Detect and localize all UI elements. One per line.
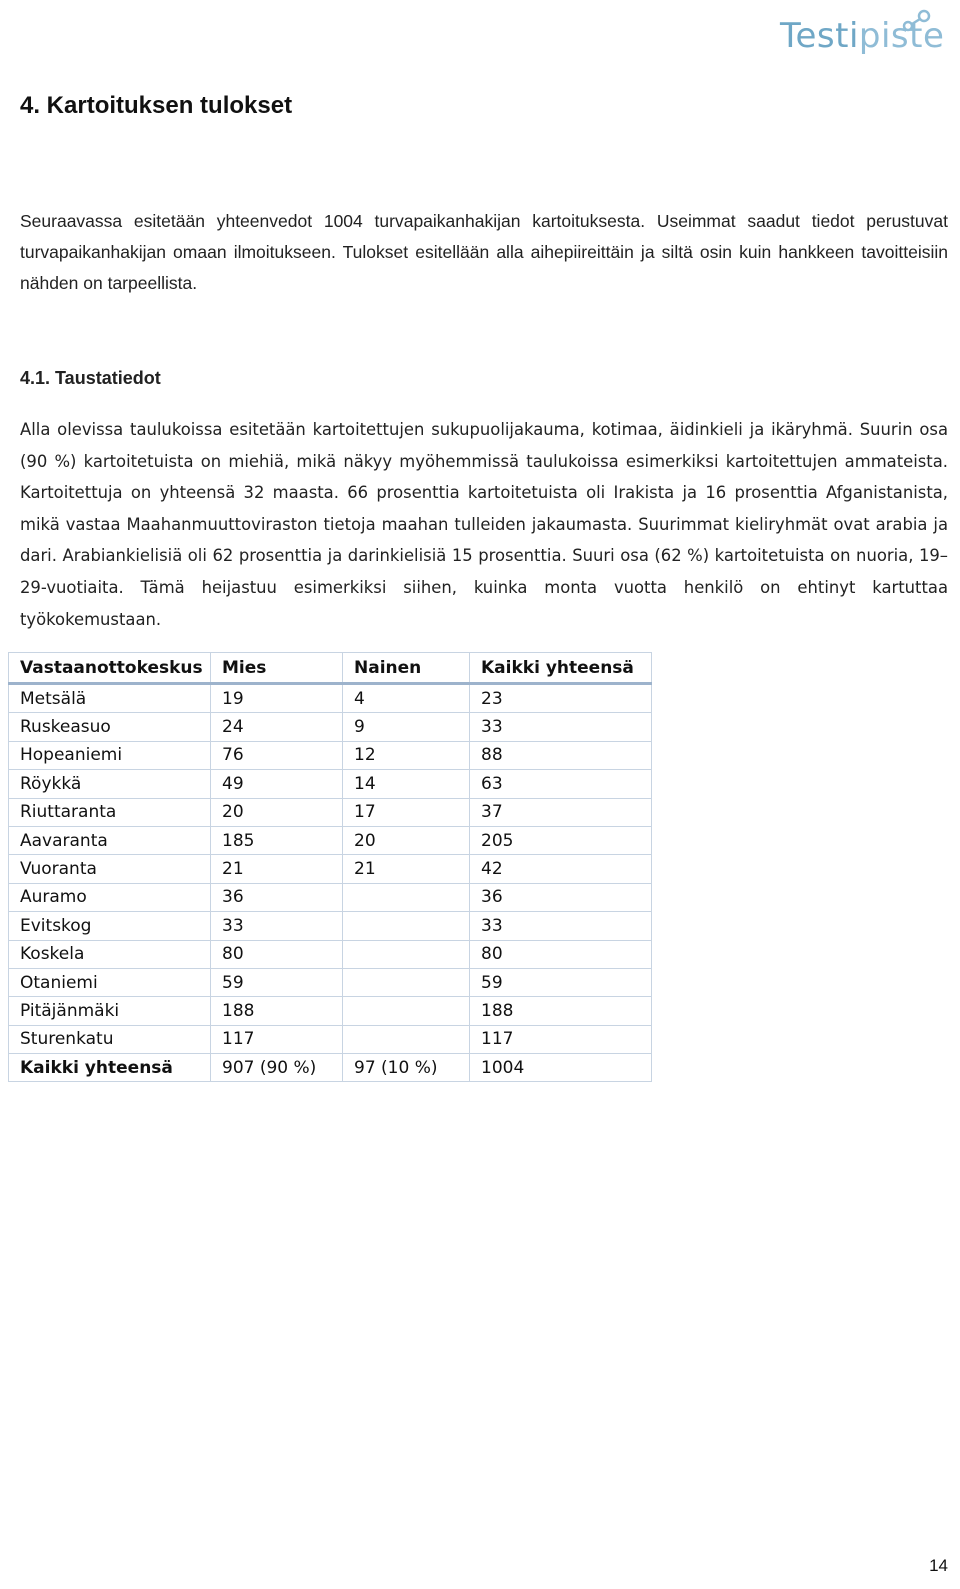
cell-female: 20 bbox=[343, 826, 470, 854]
subsection-heading: 4.1. Taustatiedot bbox=[20, 368, 161, 388]
table-row bbox=[9, 713, 652, 741]
cell-total: 42 bbox=[470, 855, 652, 883]
table-row bbox=[9, 940, 652, 968]
total-all-cell: 1004 bbox=[470, 1054, 652, 1082]
cell-total: 23 bbox=[470, 684, 652, 713]
table-row bbox=[9, 741, 652, 769]
cell-female bbox=[343, 968, 470, 996]
cell-male: 33 bbox=[211, 912, 343, 940]
cell-centre: Pitäjänmäki bbox=[9, 997, 211, 1025]
cell-male: 20 bbox=[211, 798, 343, 826]
table-row bbox=[9, 798, 652, 826]
cell-total: 37 bbox=[470, 798, 652, 826]
total-female-cell: 97 (10 %) bbox=[343, 1054, 470, 1082]
cell-male: 49 bbox=[211, 770, 343, 798]
cell-female: 4 bbox=[343, 684, 470, 713]
cell-centre: Vuoranta bbox=[9, 855, 211, 883]
table-header-row bbox=[9, 653, 652, 684]
cell-total: 59 bbox=[470, 968, 652, 996]
header-cell-total: Kaikki yhteensä bbox=[470, 653, 652, 684]
cell-total: 63 bbox=[470, 770, 652, 798]
total-label-cell: Kaikki yhteensä bbox=[9, 1054, 211, 1082]
cell-female bbox=[343, 912, 470, 940]
cell-centre: Hopeaniemi bbox=[9, 741, 211, 769]
cell-female: 14 bbox=[343, 770, 470, 798]
cell-centre: Otaniemi bbox=[9, 968, 211, 996]
table-row bbox=[9, 826, 652, 854]
intro-paragraph: Seuraavassa esitetään yhteenvedot 1004 turvapaikanhakijan kartoituksesta. Useimmat saadut tiedot perustuvat turvapaikanhakijan omaan ilmoitukseen. Tulokset esitellään alla aihepiireittäin ja siltä osin kuin hankkeen tavoitteisiin nähden on tarpeellista. bbox=[20, 211, 948, 293]
cell-female: 12 bbox=[343, 741, 470, 769]
page-number: 14 bbox=[929, 1556, 948, 1575]
cell-centre: Evitskog bbox=[9, 912, 211, 940]
cell-centre: Auramo bbox=[9, 883, 211, 911]
cell-total: 117 bbox=[470, 1025, 652, 1053]
table-row bbox=[9, 968, 652, 996]
cell-female bbox=[343, 997, 470, 1025]
table-row bbox=[9, 770, 652, 798]
cell-centre: Aavaranta bbox=[9, 826, 211, 854]
cell-male: 117 bbox=[211, 1025, 343, 1053]
table-row bbox=[9, 1025, 652, 1053]
cell-female bbox=[343, 883, 470, 911]
cell-centre: Riuttaranta bbox=[9, 798, 211, 826]
header-cell-male: Mies bbox=[211, 653, 343, 684]
cell-male: 19 bbox=[211, 684, 343, 713]
cell-male: 21 bbox=[211, 855, 343, 883]
cell-female: 9 bbox=[343, 713, 470, 741]
table-row bbox=[9, 684, 652, 713]
header-cell-female: Nainen bbox=[343, 653, 470, 684]
cell-male: 185 bbox=[211, 826, 343, 854]
cell-male: 36 bbox=[211, 883, 343, 911]
cell-centre: Metsälä bbox=[9, 684, 211, 713]
cell-total: 33 bbox=[470, 912, 652, 940]
table-row bbox=[9, 883, 652, 911]
cell-total: 33 bbox=[470, 713, 652, 741]
cell-total: 205 bbox=[470, 826, 652, 854]
cell-female bbox=[343, 940, 470, 968]
header-cell-centre: Vastaanottokeskus bbox=[9, 653, 211, 684]
cell-female: 21 bbox=[343, 855, 470, 883]
cell-centre: Ruskeasuo bbox=[9, 713, 211, 741]
total-male-cell: 907 (90 %) bbox=[211, 1054, 343, 1082]
cell-male: 59 bbox=[211, 968, 343, 996]
section-heading: 4. Kartoituksen tulokset bbox=[20, 92, 293, 119]
table-total-row bbox=[9, 1054, 652, 1082]
cell-male: 76 bbox=[211, 741, 343, 769]
cell-total: 36 bbox=[470, 883, 652, 911]
logo-text: Testipiste bbox=[780, 16, 945, 56]
body-paragraph: Alla olevissa taulukoissa esitetään kartoitettujen sukupuolijakauma, kotimaa, äidinkieli ja ikäryhmä. Suurin osa (90 %) kartoitetuista on miehiä, mikä näkyy myöhemmissä taulukoissa esimerkiksi kartoitettujen ammateista. Kartoitettuja on yhteensä 32 maasta. 66 prosenttia kartoitetuista oli Irakista ja 16 prosenttia Afganistanista, mikä vastaa Maahanmuuttoviraston tietoja maahan tulleiden jakaumasta. Suurimmat kieliryhmät ovat arabia ja dari. Arabiankielisiä oli 62 prosenttia ja darinkielisiä 15 prosenttia. Suuri osa (62 %) kartoitetuista on nuoria, 19–29-vuotiaita. Tämä heijastuu esimerkiksi siihen, kuinka monta vuotta henkilö on ehtinyt kartuttaa työkokemustaan. bbox=[20, 420, 948, 629]
table-body bbox=[9, 684, 652, 1054]
cell-total: 80 bbox=[470, 940, 652, 968]
cell-centre: Sturenkatu bbox=[9, 1025, 211, 1053]
cell-male: 80 bbox=[211, 940, 343, 968]
cell-centre: Koskela bbox=[9, 940, 211, 968]
reception-centre-table bbox=[8, 652, 652, 1082]
testipiste-logo bbox=[780, 8, 950, 64]
cell-centre: Röykkä bbox=[9, 770, 211, 798]
cell-female: 17 bbox=[343, 798, 470, 826]
cell-male: 188 bbox=[211, 997, 343, 1025]
cell-total: 188 bbox=[470, 997, 652, 1025]
table-row bbox=[9, 912, 652, 940]
table-row bbox=[9, 855, 652, 883]
table-row bbox=[9, 997, 652, 1025]
cell-total: 88 bbox=[470, 741, 652, 769]
cell-male: 24 bbox=[211, 713, 343, 741]
cell-female bbox=[343, 1025, 470, 1053]
